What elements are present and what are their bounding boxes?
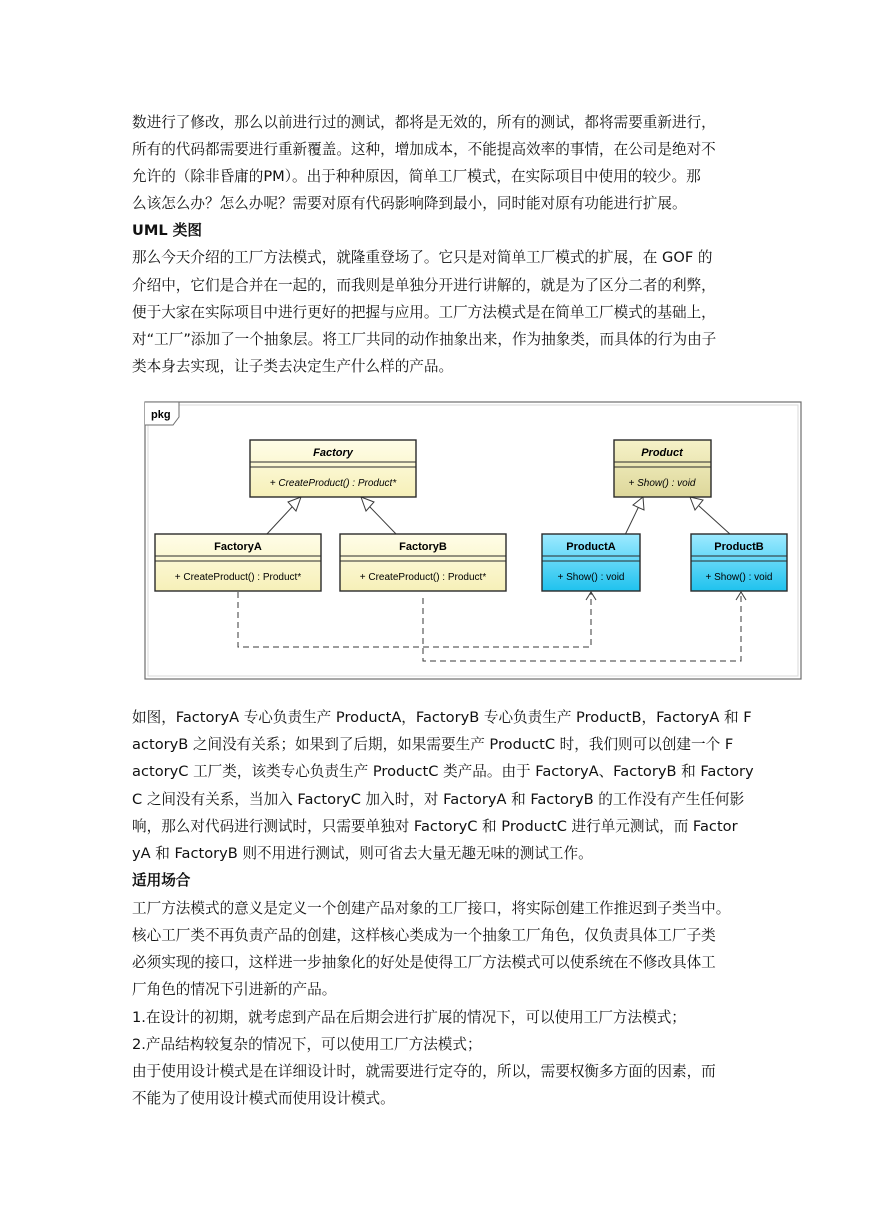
paragraph-line: 所有的代码都需要进行重新覆盖。这种，增加成本，不能提高效率的事情，在公司是绝对不 [132, 141, 716, 158]
paragraph-line: 类本身去实现，让子类去决定生产什么样的产品。 [132, 358, 454, 375]
class-product [614, 440, 711, 497]
paragraph-line: 便于大家在实际项目中进行更好的把握与应用。工厂方法模式是在简单工厂模式的基础上， [132, 304, 716, 321]
class-name: FactoryB [399, 541, 447, 553]
class-name: ProductA [566, 541, 616, 553]
paragraph-line: yA 和 FactoryB 则不用进行测试，则可省去大量无趣无味的测试工作。 [132, 845, 593, 862]
class-method: + CreateProduct() : Product* [269, 478, 397, 489]
paragraph-line: actoryC 工厂类，该类专心负责生产 ProductC 类产品。由于 FactoryA、FactoryB 和 Factory [132, 763, 754, 780]
list-item: 1.在设计的初期，就考虑到产品在后期会进行扩展的情况下，可以使用工厂方法模式； [132, 1009, 686, 1026]
paragraph-line: 必须实现的接口，这样进一步抽象化的好处是使得工厂方法模式可以使系统在不修改具体工 [132, 954, 716, 971]
class-factory [250, 440, 416, 497]
paragraph-line: 工厂方法模式的意义是定义一个创建产品对象的工厂接口，将实际创建工作推迟到子类当中。 [132, 900, 731, 917]
paragraph-line: 响，那么对代码进行测试时，只需要单独对 FactoryC 和 ProductC 进行单元测试，而 Factor [132, 818, 738, 835]
class-method: + Show() : void [705, 572, 773, 583]
class-product-b [691, 534, 787, 591]
paragraph-line: 由于使用设计模式是在详细设计时，就需要进行定夺的，所以，需要权衡多方面的因素，而 [132, 1063, 716, 1080]
class-method: + CreateProduct() : Product* [174, 572, 302, 583]
class-factory-a [155, 534, 321, 591]
section-heading-uml: UML 类图 [132, 222, 202, 239]
class-name: Factory [313, 447, 353, 459]
paragraph-line: C 之间没有关系，当加入 FactoryC 加入时，对 FactoryA 和 FactoryB 的工作没有产生任何影 [132, 791, 745, 808]
package-label: pkg [151, 409, 171, 421]
class-method: + Show() : void [557, 572, 625, 583]
paragraph-line: 厂角色的情况下引进新的产品。 [132, 981, 337, 998]
paragraph-line: 数进行了修改，那么以前进行过的测试，都将是无效的，所有的测试，都将需要重新进行， [132, 114, 716, 131]
class-method: + Show() : void [628, 478, 696, 489]
class-factory-b [340, 534, 506, 591]
paragraph-line: 对“工厂”添加了一个抽象层。将工厂共同的动作抽象出来，作为抽象类，而具体的行为由子 [132, 331, 717, 348]
class-name: FactoryA [214, 541, 262, 553]
class-product-a [542, 534, 640, 591]
paragraph-line: 那么今天介绍的工厂方法模式，就隆重登场了。它只是对简单工厂模式的扩展，在 GOF 的 [132, 249, 713, 266]
uml-class-diagram [143, 401, 803, 681]
paragraph-line: 不能为了使用设计模式而使用设计模式。 [132, 1090, 395, 1107]
class-name: Product [641, 447, 683, 459]
list-item: 2.产品结构较复杂的情况下，可以使用工厂方法模式； [132, 1036, 482, 1053]
section-heading-usage: 适用场合 [132, 872, 191, 889]
paragraph-line: 如图，FactoryA 专心负责生产 ProductA，FactoryB 专心负责生产 ProductB，FactoryA 和 F [132, 709, 752, 726]
paragraph-line: 介绍中，它们是合并在一起的，而我则是单独分开进行讲解的，就是为了区分二者的利弊， [132, 277, 716, 294]
paragraph-line: 么该怎么办？怎么办呢？需要对原有代码影响降到最小，同时能对原有功能进行扩展。 [132, 195, 687, 212]
paragraph-line: actoryB 之间没有关系；如果到了后期，如果需要生产 ProductC 时，我们则可以创建一个 F [132, 736, 734, 753]
class-method: + CreateProduct() : Product* [359, 572, 487, 583]
class-name: ProductB [714, 541, 764, 553]
paragraph-line: 核心工厂类不再负责产品的创建，这样核心类成为一个抽象工厂角色，仅负责具体工厂子类 [132, 927, 716, 944]
paragraph-line: 允许的（除非昏庸的PM）。出于种种原因，简单工厂模式，在实际项目中使用的较少。那 [132, 168, 701, 185]
